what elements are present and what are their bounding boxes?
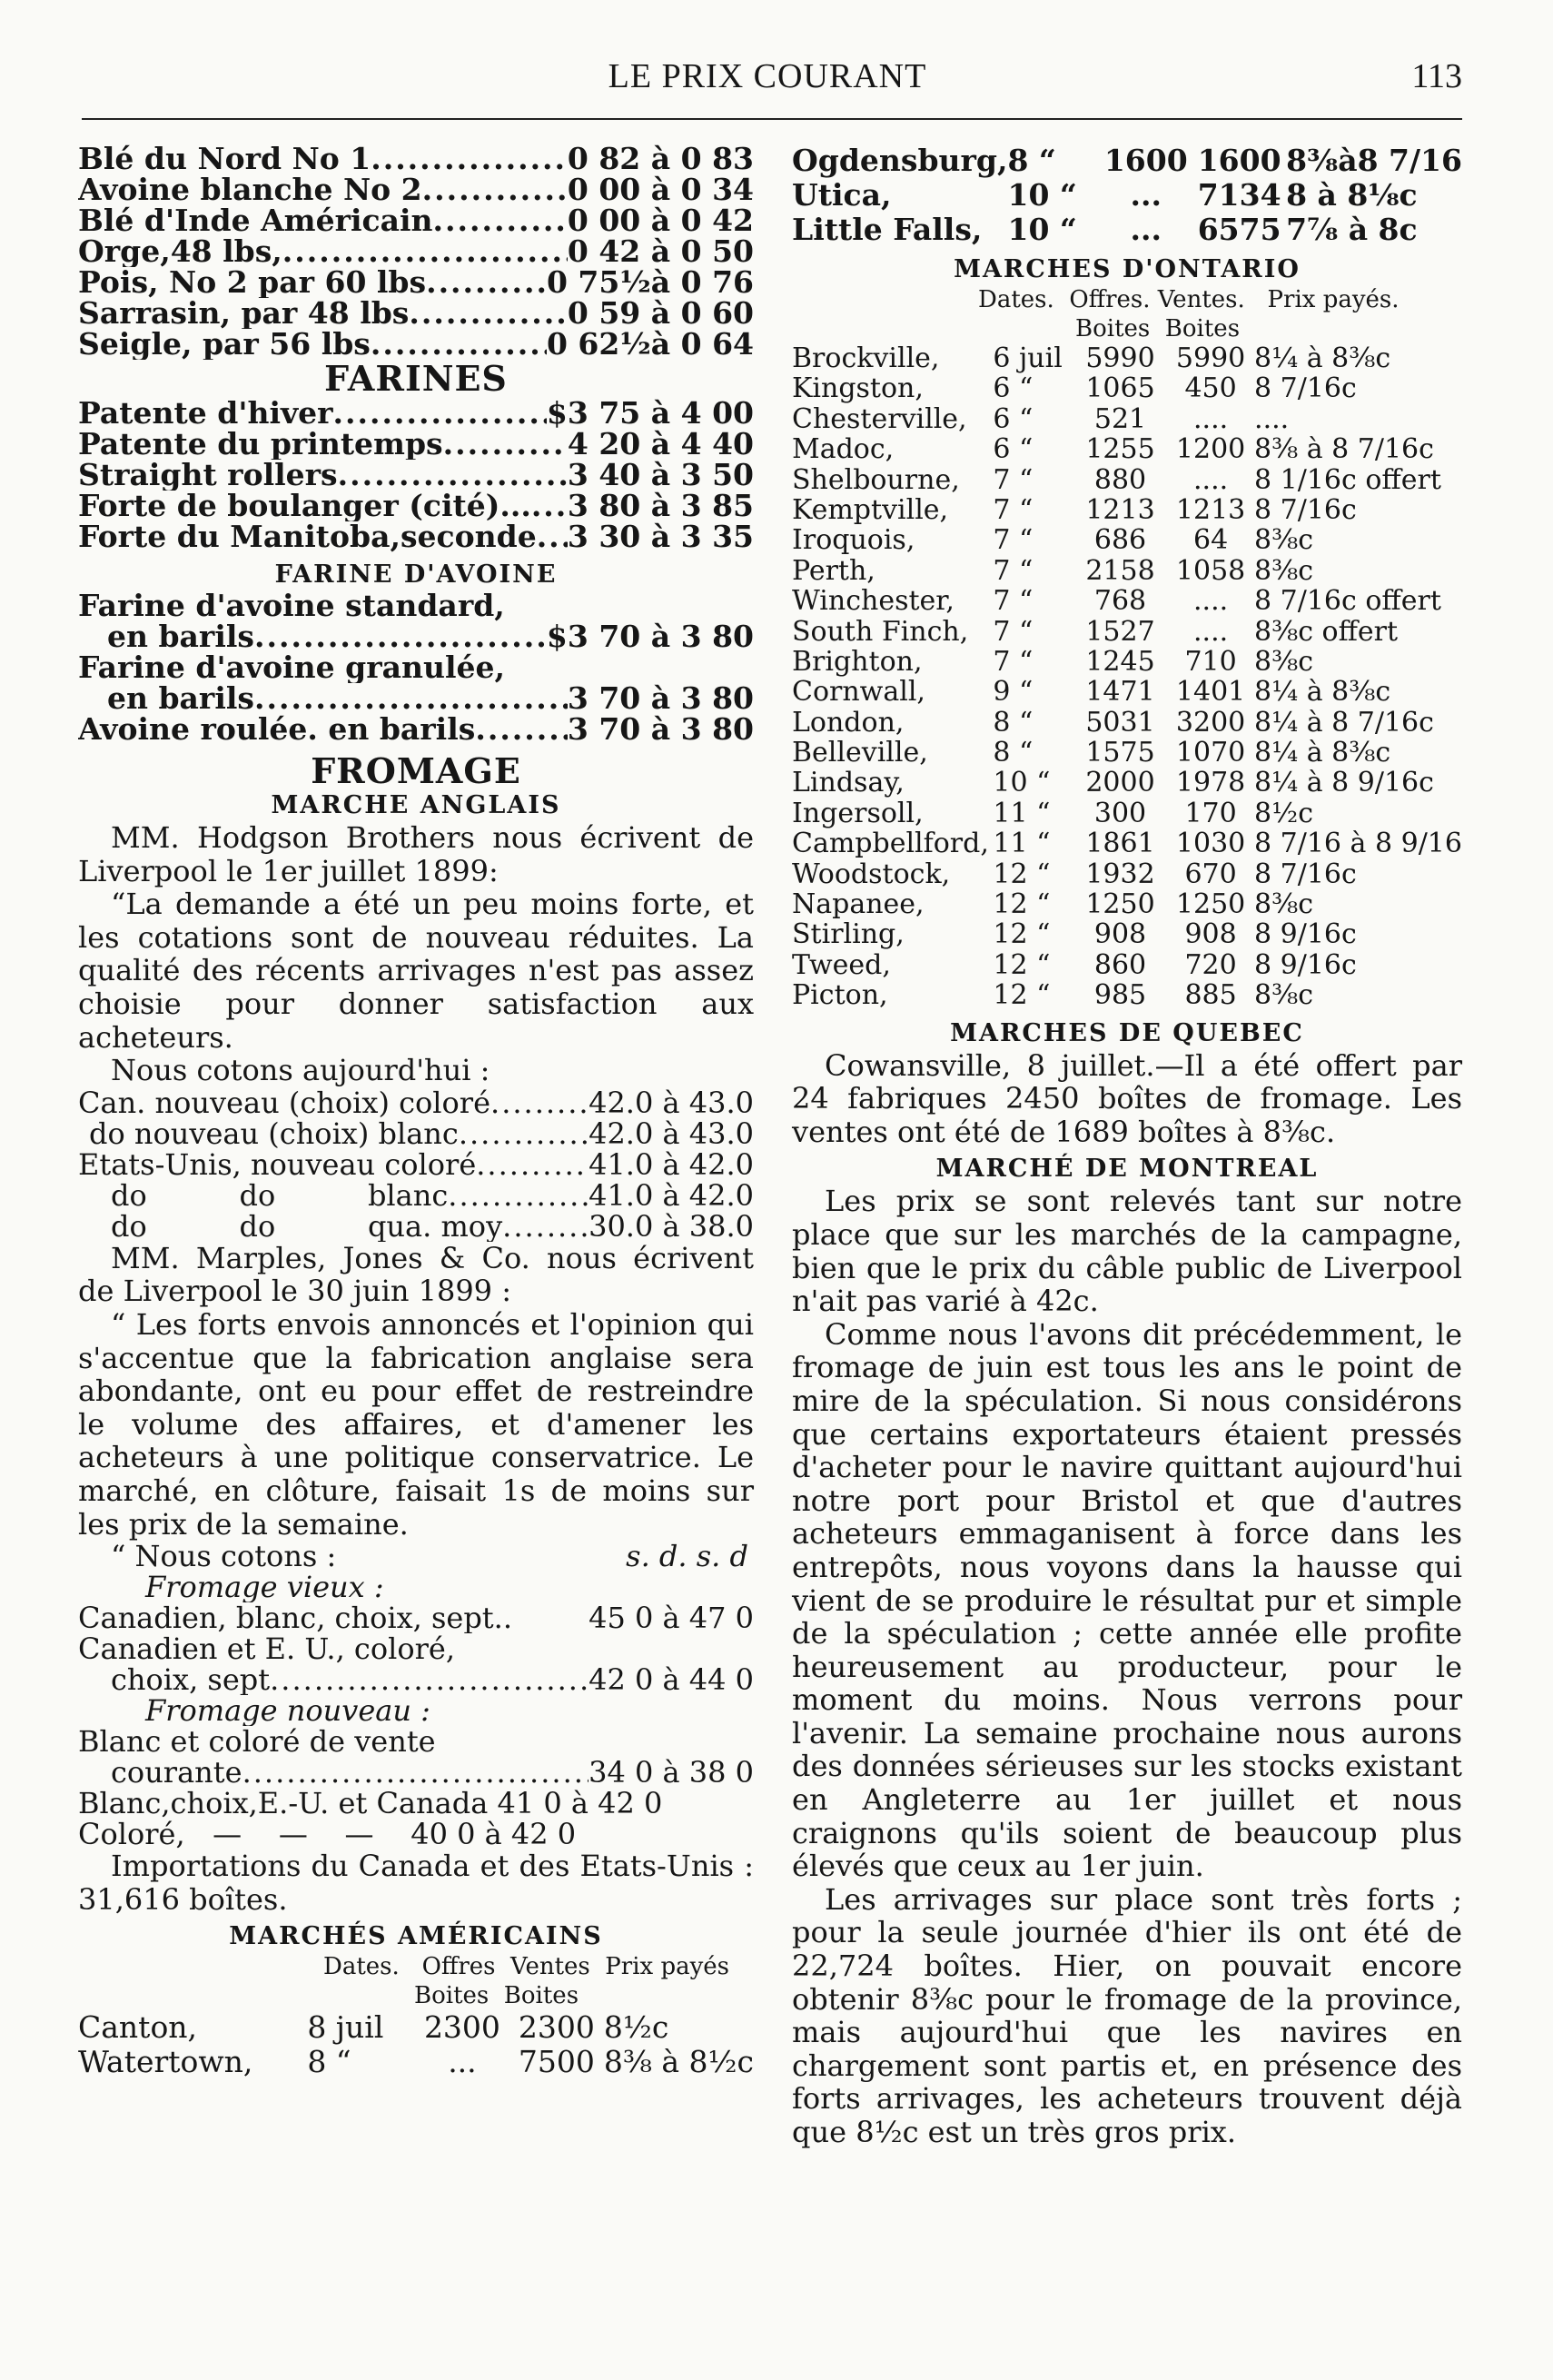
- new-cheese-line2: courante ..... 34 0 à 38 0: [78, 1757, 754, 1788]
- new-cheese-line4: Coloré, — — — 40 0 à 42 0: [78, 1819, 577, 1850]
- cell-ventes: 1600: [1197, 143, 1281, 178]
- ontario-market-row: [792, 404, 1462, 434]
- cell-prix: 8 7/16c: [1254, 493, 1357, 526]
- cell-offres: ...: [1130, 212, 1162, 247]
- cell-ventes: 1058: [1175, 554, 1246, 587]
- ontario-market-row: [792, 343, 1462, 373]
- cell-offres: 2158: [1085, 554, 1155, 587]
- cell-place: Belleville,: [792, 737, 928, 769]
- ontario-market-row: [792, 828, 1462, 858]
- ontario-market-row: [792, 434, 1462, 464]
- cell-offres: 1575: [1085, 737, 1155, 769]
- cell-date: 8 juil: [307, 2009, 384, 2046]
- cell-place: Utica,: [792, 177, 892, 213]
- cell-ventes: 670: [1184, 858, 1237, 890]
- cell-place: Napanee,: [792, 888, 925, 921]
- quote-row: do do qua. moy ..... 30.0 à 38.0: [78, 1211, 754, 1242]
- page-header: [73, 56, 1462, 111]
- cell-date: 11 “: [993, 797, 1051, 829]
- flour-price-row: Straight rollers ..... 3 40 à 3 50: [78, 460, 754, 491]
- cell-ventes: 5990: [1175, 342, 1246, 374]
- new-cheese-line3: Blanc,choix,E.-U. et Canada 41 0 à 42 0: [78, 1788, 663, 1820]
- cell-place: Brockville,: [792, 342, 940, 374]
- section-marches-americains: MARCHÉS AMÉRICAINS: [229, 1922, 603, 1951]
- header-rule: [82, 118, 1462, 120]
- grain-price-row: Pois, No 2 par 60 lbs ..... 0 75½à 0 76: [78, 267, 754, 298]
- cell-prix: 8 9/16c: [1254, 948, 1357, 981]
- cell-place: Cornwall,: [792, 676, 925, 709]
- cell-ventes: ....: [1193, 615, 1229, 648]
- cell-offres: 686: [1093, 524, 1147, 557]
- quote-row: Etats-Unis, nouveau coloré ..... 41.0 à 42.0: [78, 1149, 754, 1180]
- cell-place: Kingston,: [792, 372, 924, 405]
- oatmeal-granulated-price: en barils ..... 3 70 à 3 80: [78, 683, 754, 714]
- cell-date: 7 “: [993, 585, 1034, 618]
- cell-ventes: 170: [1184, 797, 1237, 829]
- cell-place: Iroquois,: [792, 524, 915, 557]
- cell-offres: 521: [1093, 402, 1147, 435]
- cell-date: 10 “: [993, 767, 1051, 799]
- cell-prix: 8 7/16c: [1254, 858, 1357, 890]
- ontario-market-row: [792, 465, 1462, 495]
- cell-place: London,: [792, 706, 905, 739]
- ontario-market-row: [792, 708, 1462, 738]
- cell-place: Shelbourne,: [792, 463, 960, 496]
- cell-ventes: 7500: [518, 2044, 595, 2080]
- cell-ventes: 1213: [1175, 493, 1246, 526]
- cell-offres: 1527: [1085, 615, 1155, 648]
- cell-date: 6 juil: [993, 342, 1063, 374]
- cell-ventes: 1200: [1175, 433, 1246, 466]
- cell-ventes: 1978: [1175, 767, 1246, 799]
- cell-ventes: 908: [1184, 918, 1237, 951]
- cell-offres: 860: [1093, 948, 1147, 981]
- cell-ventes: ....: [1193, 463, 1229, 496]
- cell-place: Chesterville,: [792, 402, 967, 435]
- us-markets-table-cont: [792, 144, 1462, 247]
- cell-prix: 8¼ à 8⅜c: [1254, 676, 1391, 709]
- ontario-table-header-2: Boites Boites: [1075, 315, 1241, 342]
- paragraph-nous-cotons: Nous cotons aujourd'hui :: [111, 1053, 490, 1088]
- cell-prix: 8 à 8⅛c: [1286, 177, 1418, 213]
- section-marche-montreal: MARCHÉ DE MONTREAL: [935, 1155, 1319, 1184]
- ontario-market-row: [792, 798, 1462, 828]
- cell-place: Perth,: [792, 554, 875, 587]
- cell-ventes: 1250: [1175, 888, 1246, 921]
- paragraph-cowansville: Cowansville, 8 juillet.—Il a été offert par 24 fabriques 2450 boîtes de fromage. Les ventes ont été de 1689 boîtes à 8⅜c.: [792, 1047, 1462, 1149]
- ontario-market-row: [792, 373, 1462, 403]
- ontario-markets-table: [792, 343, 1462, 1011]
- ontario-market-row: [792, 919, 1462, 949]
- cell-date: 8 “: [307, 2044, 351, 2080]
- ontario-table-header-1: Dates. Offres. Ventes. Prix payés.: [978, 286, 1400, 313]
- cell-place: Little Falls,: [792, 212, 983, 247]
- cell-offres: 880: [1093, 463, 1147, 496]
- cell-prix: 8¼ à 8⅜c: [1254, 342, 1391, 374]
- ontario-market-row: [792, 950, 1462, 980]
- cell-place: Lindsay,: [792, 767, 905, 799]
- cell-date: 7 “: [993, 463, 1034, 496]
- paragraph-prix-releves: Les prix se sont relevés tant sur notre place que sur les marchés de la campagne, bien que le prix du câble public de Liverpool n'ait pas varié à 42c.: [792, 1184, 1462, 1319]
- ontario-market-row: [792, 556, 1462, 586]
- cell-place: Woodstock,: [792, 858, 951, 890]
- cell-date: 7 “: [993, 524, 1034, 557]
- cell-date: 7 “: [993, 493, 1034, 526]
- grain-price-row: Avoine blanche No 2 ..... 0 00 à 0 34: [78, 174, 754, 205]
- cell-prix: 8⅜c: [1254, 645, 1313, 678]
- cell-prix: 8¼ à 8 9/16c: [1254, 767, 1434, 799]
- cell-date: 12 “: [993, 888, 1051, 921]
- cell-place: Ingersoll,: [792, 797, 924, 829]
- left-column: [78, 144, 754, 2079]
- us-market-row: [78, 2045, 754, 2079]
- cell-place: Winchester,: [792, 585, 955, 618]
- cell-ventes: 3200: [1175, 706, 1246, 739]
- cell-date: 6 “: [993, 402, 1034, 435]
- cell-prix: 8½c: [603, 2009, 669, 2046]
- ontario-market-row: [792, 768, 1462, 798]
- ontario-market-row: [792, 586, 1462, 616]
- page-number: 113: [1411, 57, 1462, 95]
- cell-offres: ...: [448, 2044, 477, 2080]
- us-table-header-2: Boites Boites: [414, 1982, 579, 2010]
- section-marches-quebec: MARCHES DE QUEBEC: [950, 1018, 1304, 1047]
- cell-offres: 2300: [423, 2009, 500, 2046]
- cell-place: South Finch,: [792, 615, 969, 648]
- oatmeal-standard: Farine d'avoine standard,: [78, 590, 505, 621]
- cell-date: 7 “: [993, 645, 1034, 678]
- quote-row: do nouveau (choix) blanc ..... 42.0 à 43.0: [78, 1118, 754, 1149]
- paragraph-importations: Importations du Canada et des Etats-Unis : 31,616 boîtes.: [78, 1849, 754, 1917]
- cell-prix: 7⅞ à 8c: [1286, 212, 1418, 247]
- flour-price-row: Patente d'hiver ..... $3 75 à 4 00: [78, 398, 754, 429]
- cell-ventes: 720: [1184, 948, 1237, 981]
- cell-offres: 5990: [1085, 342, 1155, 374]
- page-title: LE PRIX COURANT: [608, 57, 927, 95]
- cell-prix: 8⅜ à 8½c: [603, 2044, 754, 2080]
- cell-ventes: ....: [1193, 402, 1229, 435]
- cell-place: Picton,: [792, 979, 888, 1012]
- ontario-market-row: [792, 859, 1462, 889]
- ontario-market-row: [792, 525, 1462, 555]
- cell-prix: 8⅜c offert: [1254, 615, 1399, 648]
- paragraph-speculation: Comme nous l'avons dit précédemment, le fromage de juin est tous les ans le point de mire de la spéculation. Si nous considérons que certains exportateurs étaient pressés d'acheter pour le navire quittant aujourd'hui notre port pour Bristol et que d'autres acheteurs emmaganisent à force dans les entrepôts, nous voyons dans la hausse qui vient de se produire le résultat pur et simple de la spéculation ; cette année elle profite heureusement au producteur, pour le moment du moins. Nous verrons pour l'avenir. La semaine prochaine nous aurons des données sérieuses sur les stocks existant en Angleterre au 1er juillet et nous craignons qu'ils soient de beaucoup plus élevés que ceux au 1er juin.: [792, 1316, 1462, 1884]
- cell-prix: 8 7/16 à 8 9/16: [1254, 828, 1462, 860]
- cell-offres: 768: [1093, 585, 1147, 618]
- paragraph-demande: “La demande a été un peu moins forte, et les cotations sont de nouveau réduites. La qualité des récents arrivages n'est pas assez choisie pour donner satisfaction aux acheteurs.: [78, 887, 754, 1055]
- cell-ventes: 1030: [1175, 828, 1246, 860]
- old-cheese-row: Canadien, blanc, choix, sept.. 45 0 à 47 0: [78, 1602, 754, 1634]
- cell-place: Canton,: [78, 2009, 198, 2046]
- cell-offres: 5031: [1085, 706, 1155, 739]
- cell-offres: 1600: [1103, 143, 1188, 178]
- grain-price-row: Blé du Nord No 1 ..... 0 82 à 0 83: [78, 144, 754, 174]
- cell-offres: 1471: [1085, 676, 1155, 709]
- cell-ventes: 7134: [1197, 177, 1281, 213]
- cell-place: Watertown,: [78, 2044, 253, 2080]
- us-market-row: [792, 213, 1462, 247]
- cell-offres: 908: [1093, 918, 1147, 951]
- cell-prix: 8⅜c: [1254, 979, 1313, 1012]
- cell-ventes: 710: [1184, 645, 1237, 678]
- cell-offres: 1065: [1085, 372, 1155, 405]
- grain-price-row: Sarrasin, par 48 lbs ..... 0 59 à 0 60: [78, 298, 754, 329]
- cell-date: 9 “: [993, 676, 1034, 709]
- ontario-market-row: [792, 889, 1462, 919]
- us-markets-table: [78, 2010, 754, 2079]
- cell-date: 6 “: [993, 433, 1034, 466]
- cell-place: Kemptville,: [792, 493, 949, 526]
- cell-date: 8 “: [1007, 143, 1056, 178]
- old-cheese-prices: [78, 1602, 754, 1633]
- cell-place: Stirling,: [792, 918, 905, 951]
- quotes-list: [78, 1087, 754, 1242]
- old-cheese-line3: choix, sept ..... 42 0 à 44 0: [78, 1664, 754, 1695]
- cell-prix: 8¼ à 8⅜c: [1254, 737, 1391, 769]
- cell-date: 12 “: [993, 979, 1051, 1012]
- cell-offres: 1861: [1085, 828, 1155, 860]
- quote-row: do do blanc ..... 41.0 à 42.0: [78, 1180, 754, 1211]
- cell-date: 8 “: [993, 706, 1034, 739]
- cell-offres: 300: [1093, 797, 1147, 829]
- ontario-market-row: [792, 647, 1462, 677]
- cell-prix: 8⅜ à 8 7/16c: [1254, 433, 1434, 466]
- cell-date: 6 “: [993, 372, 1034, 405]
- flour-price-row: Forte du Manitoba,seconde ..... 3 30 à 3 35: [78, 521, 754, 552]
- cell-offres: 1255: [1085, 433, 1155, 466]
- cell-prix: 8⅜c: [1254, 524, 1313, 557]
- cell-offres: 1250: [1085, 888, 1155, 921]
- cell-offres: 1213: [1085, 493, 1155, 526]
- fromage-nouveau-title: Fromage nouveau :: [145, 1695, 430, 1727]
- cell-offres: ...: [1130, 177, 1162, 213]
- cell-date: 12 “: [993, 858, 1051, 890]
- grain-price-row: Seigle, par 56 lbs ..... 0 62½à 0 64: [78, 329, 754, 360]
- section-farines: FARINES: [324, 358, 508, 399]
- cell-offres: 2000: [1085, 767, 1155, 799]
- cell-prix: 8 7/16c offert: [1254, 585, 1441, 618]
- cell-date: 7 “: [993, 554, 1034, 587]
- grain-price-row: Blé d'Inde Américain ..... 0 00 à 0 42: [78, 205, 754, 236]
- ontario-market-row: [792, 980, 1462, 1010]
- flour-price-row: Patente du printemps ..... 4 20 à 4 40: [78, 429, 754, 460]
- cell-place: Ogdensburg,: [792, 143, 1008, 178]
- right-column: [792, 144, 1462, 2149]
- cell-date: 8 “: [993, 737, 1034, 769]
- section-farine-avoine: FARINE D'AVOINE: [274, 560, 558, 589]
- cell-prix: 8 9/16c: [1254, 918, 1357, 951]
- cell-prix: 8¼ à 8 7/16c: [1254, 706, 1434, 739]
- cell-ventes: 1070: [1175, 737, 1246, 769]
- grain-price-row: Orge,48 lbs, ..... 0 42 à 0 50: [78, 236, 754, 267]
- new-cheese-line1: Blanc et coloré de vente: [78, 1726, 436, 1758]
- cell-prix: ....: [1254, 402, 1290, 435]
- cell-ventes: ....: [1193, 585, 1229, 618]
- paragraph-marples: MM. Marples, Jones & Co. nous écrivent de Liverpool le 30 juin 1899 :: [78, 1240, 754, 1309]
- fromage-vieux-title: Fromage vieux :: [145, 1572, 384, 1603]
- cell-date: 10 “: [1007, 212, 1077, 247]
- paragraph-forts-envois: “ Les forts envois annoncés et l'opinion qui s'accentue que la fabrication anglaise sera abondante, ont eu pour effet de restreindre le volume des affaires, et d'amener les acheteurs à une politique conservatrice. Le marché, en clôture, faisait 1s de moins sur les prix de la semaine.: [78, 1306, 754, 1542]
- cell-offres: 1245: [1085, 645, 1155, 678]
- cell-prix: 8½c: [1254, 797, 1313, 829]
- cell-ventes: 2300: [518, 2009, 595, 2046]
- cell-date: 12 “: [993, 948, 1051, 981]
- cell-place: Campbellford,: [792, 828, 989, 860]
- cell-prix: 8 7/16c: [1254, 372, 1357, 405]
- paragraph-arrivages: Les arrivages sur place sont très forts ; pour la seule journée d'hier ils ont été de 22,724 boîtes. Hier, on pouvait encore obtenir 8⅜c pour le fromage de la province, mais aujourd'hui que les navires en chargement sont partis et, en présence des forts arrivages, les acheteurs trouvent déjà que 8½c est un très gros prix.: [792, 1881, 1462, 2149]
- old-cheese-line2: Canadien et E. U., coloré,: [78, 1633, 455, 1665]
- rolled-oats-price: Avoine roulée. en barils ..... 3 70 à 3 80: [78, 714, 754, 745]
- cell-ventes: 1401: [1175, 676, 1246, 709]
- ontario-market-row: [792, 495, 1462, 525]
- cotons-header: “ Nous cotons : s. d. s. d: [111, 1541, 748, 1572]
- ontario-market-row: [792, 738, 1462, 768]
- cell-date: 11 “: [993, 828, 1051, 860]
- cell-place: Brighton,: [792, 645, 923, 678]
- paragraph-hodgson: MM. Hodgson Brothers nous écrivent de Liverpool le 1er juillet 1899:: [78, 820, 754, 888]
- cell-ventes: 64: [1192, 524, 1229, 557]
- ontario-market-row: [792, 677, 1462, 707]
- section-marches-ontario: MARCHES D'ONTARIO: [954, 255, 1301, 283]
- cell-place: Tweed,: [792, 948, 891, 981]
- cell-prix: 8⅜c: [1254, 888, 1313, 921]
- flour-prices: [78, 398, 754, 552]
- section-fromage: FROMAGE: [311, 750, 521, 791]
- cell-date: 12 “: [993, 918, 1051, 951]
- cell-prix: 8⅜à8 7/16: [1286, 143, 1462, 178]
- cell-date: 7 “: [993, 615, 1034, 648]
- cell-date: 10 “: [1007, 177, 1077, 213]
- cell-offres: 985: [1093, 979, 1147, 1012]
- cell-place: Madoc,: [792, 433, 895, 466]
- cell-ventes: 6575: [1197, 212, 1281, 247]
- us-table-header-1: Dates. Offres Ventes Prix payés: [323, 1953, 730, 1981]
- cell-ventes: 885: [1184, 979, 1237, 1012]
- cell-offres: 1932: [1085, 858, 1155, 890]
- cell-prix: 8 1/16c offert: [1254, 463, 1441, 496]
- grain-prices: [78, 144, 754, 360]
- flour-price-row: Forte de boulanger (cité)... ..... 3 80 à 3 85: [78, 491, 754, 521]
- cell-prix: 8⅜c: [1254, 554, 1313, 587]
- oatmeal-standard-price: en barils ..... $3 70 à 3 80: [78, 621, 754, 652]
- ontario-market-row: [792, 617, 1462, 647]
- quote-row: Can. nouveau (choix) coloré ..... 42.0 à 43.0: [78, 1087, 754, 1118]
- us-market-row: [792, 178, 1462, 213]
- us-market-row: [78, 2010, 754, 2045]
- cell-ventes: 450: [1184, 372, 1237, 405]
- us-market-row: [792, 144, 1462, 178]
- section-marche-anglais: MARCHE ANGLAIS: [271, 791, 561, 819]
- oatmeal-granulated: Farine d'avoine granulée,: [78, 652, 506, 683]
